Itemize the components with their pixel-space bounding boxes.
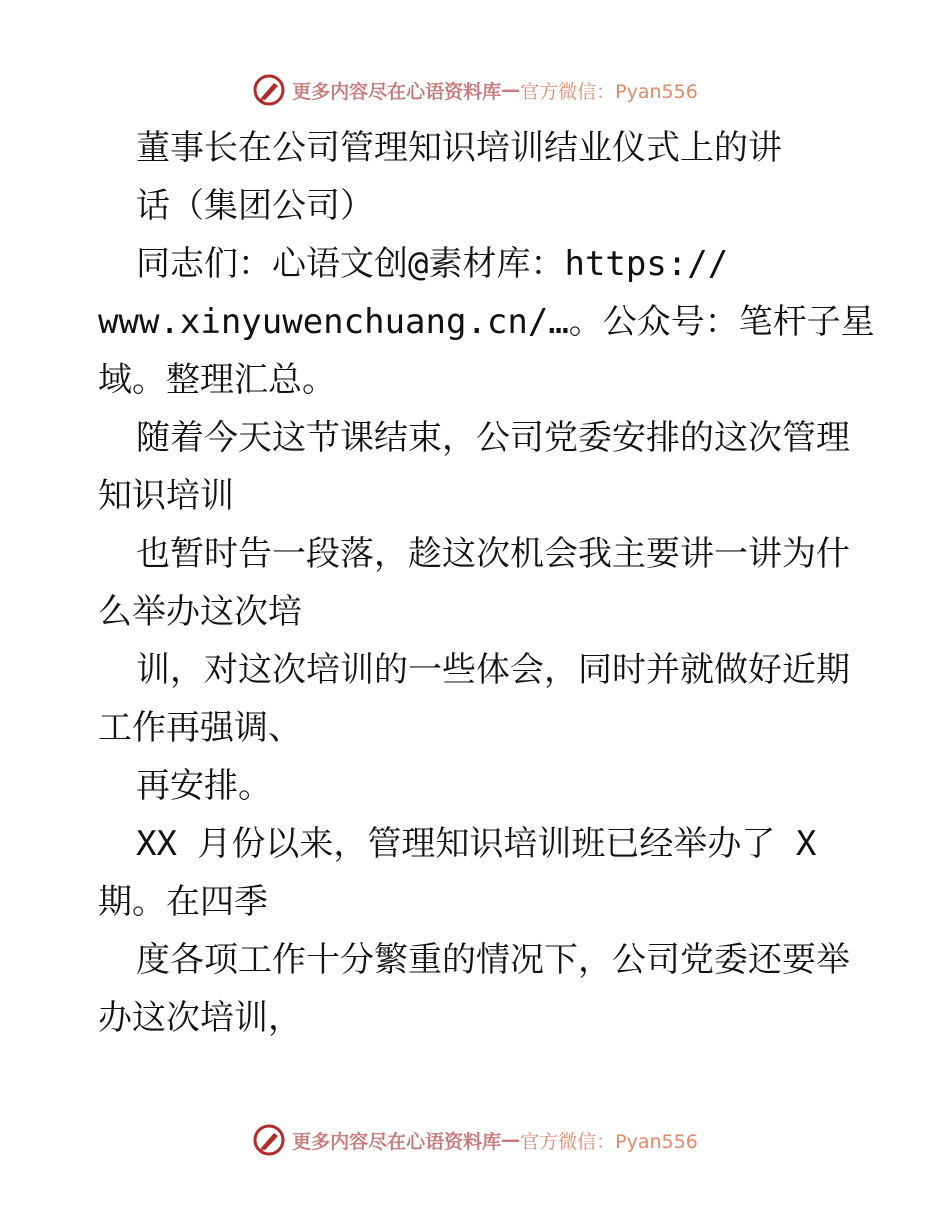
text-line: 域。整理汇总。	[98, 360, 336, 400]
banner-dash: —	[501, 79, 521, 101]
text-line: 同志们：心语文创@素材库：https://	[136, 244, 729, 284]
text-line: 董事长在公司管理知识培训结业仪式上的讲	[136, 128, 782, 168]
text-line: 期。在四季	[98, 882, 268, 922]
text-line: 训，对这次培训的一些体会，同时并就做好近期	[136, 650, 850, 690]
banner-wechat-text: 官方微信：Pyan556	[520, 80, 698, 103]
banner-dash: —	[501, 1129, 521, 1151]
banner-main-text: 更多内容尽在心语资料库	[292, 80, 502, 103]
text-line: 也暂时告一段落，趁这次机会我主要讲一讲为什	[136, 534, 850, 574]
text-line: 话（集团公司）	[136, 186, 374, 226]
banner-wechat-text: 官方微信：Pyan556	[520, 1130, 698, 1153]
banner-main-text: 更多内容尽在心语资料库	[292, 1130, 502, 1153]
text-line: www.xinyuwenchuang.cn/…。公众号：笔杆子星	[98, 302, 875, 342]
pen-logo-icon	[252, 1123, 286, 1157]
text-line: 么举办这次培	[98, 592, 302, 632]
text-line: 知识培训	[98, 476, 234, 516]
footer-watermark-banner	[0, 1120, 950, 1160]
text-line: 度各项工作十分繁重的情况下，公司党委还要举	[136, 940, 850, 980]
text-line: 工作再强调、	[98, 708, 302, 748]
text-line: XX 月份以来，管理知识培训班已经举办了 X	[136, 824, 817, 864]
text-line: 再安排。	[136, 766, 272, 806]
text-line: 随着今天这节课结束，公司党委安排的这次管理	[136, 418, 850, 458]
text-line: 办这次培训，	[98, 998, 302, 1038]
